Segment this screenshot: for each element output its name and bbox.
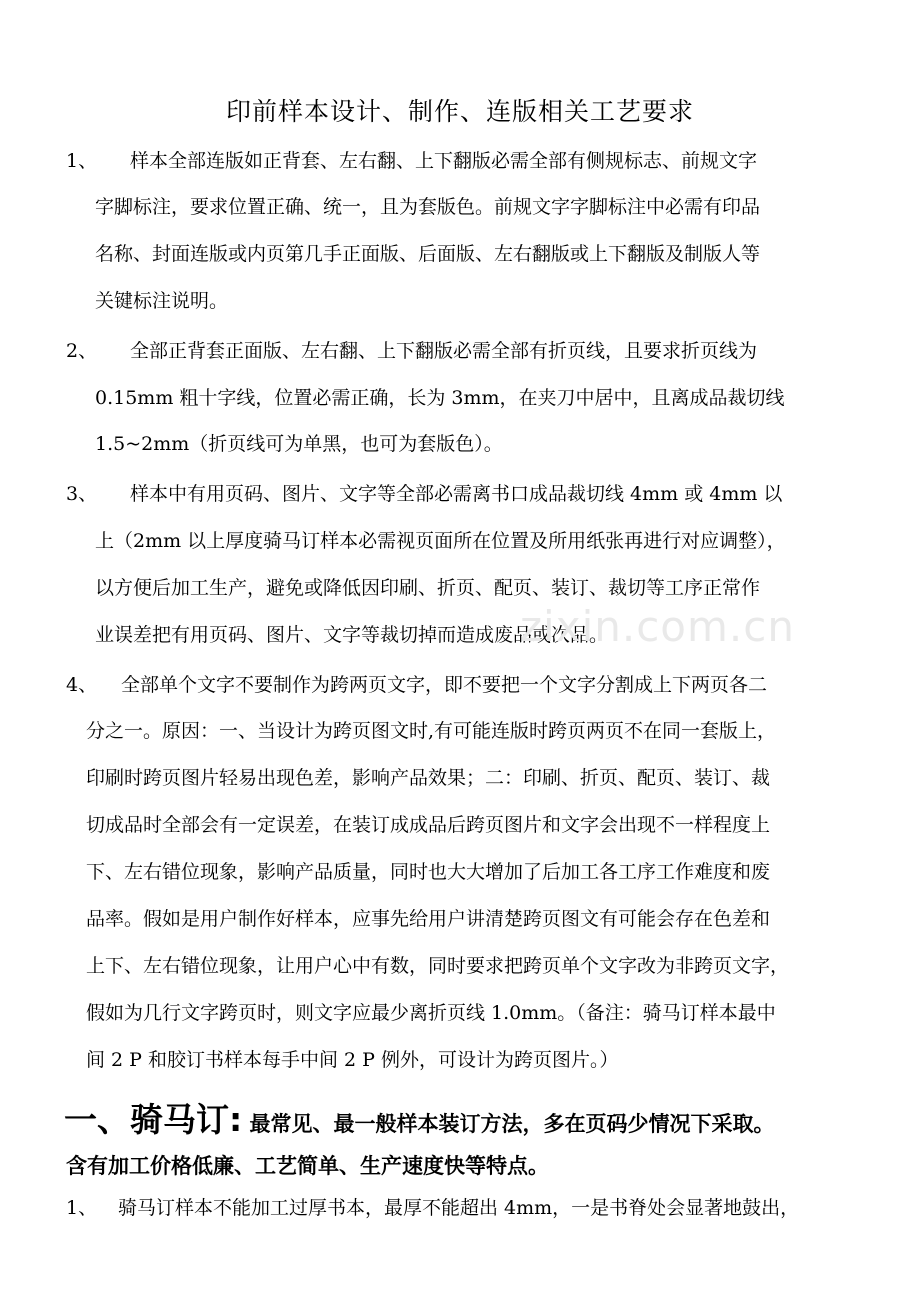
item-4-line-7: 上下、左右错位现象，让用户心中有数，同时要求把跨页单个文字改为非跨页文字， — [86, 955, 790, 977]
item-4-line-4: 切成品时全部会有一定误差，在装订成成品后跨页图片和文字会出现不一样程度上 — [86, 814, 771, 836]
section-heading-main: 一、骑马订: — [64, 1100, 243, 1139]
item-3-number: 3、 — [66, 483, 98, 505]
item-2-line-3: 1.5~2mm（折页线可为单黑，也可为套版色）。 — [95, 433, 503, 455]
section-heading-line-2: 含有加工价格低廉、工艺简单、生产速度快等特点。 — [66, 1154, 549, 1178]
item-4-line-2: 分之一。原因：一、当设计为跨页图文时,有可能连版时跨页两页不在同一套版上， — [86, 720, 777, 742]
item-4-line-3: 印刷时跨页图片轻易出现色差，影响产品效果；二：印刷、折页、配页、装订、裁 — [86, 767, 771, 789]
item-1-number: 1、 — [66, 150, 98, 172]
item-4-line-6: 品率。假如是用户制作好样本，应事先给用户讲清楚跨页图文有可能会存在色差和 — [86, 908, 771, 930]
item-2-line-1: 全部正背套正面版、左右翻、上下翻版必需全部有折页线，且要求折页线为 — [130, 340, 758, 362]
item-4-number: 4、 — [66, 674, 98, 696]
item-3-line-2: 上（2mm 以上厚度骑马订样本必需视页面所在位置及所用纸张再进行对应调整）， — [95, 530, 786, 552]
item-3-line-3: 以方便后加工生产，避免或降低因印刷、折页、配页、装订、裁切等工序正常作 — [95, 577, 761, 599]
item-2-line-2: 0.15mm 粗十字线，位置必需正确，长为 3mm，在夹刀中居中，且离成品裁切线 — [95, 387, 785, 409]
item-1-line-4: 关键标注说明。 — [95, 290, 229, 312]
item-2-number: 2、 — [66, 340, 98, 362]
item-1-line-3: 名称、封面连版或内页第几手正面版、后面版、左右翻版或上下翻版及制版人等 — [95, 243, 761, 265]
item-4-line-5: 下、左右错位现象，影响产品质量，同时也大大增加了后加工各工序工作难度和废 — [86, 861, 771, 883]
item-1-line-1: 样本全部连版如正背套、左右翻、上下翻版必需全部有侧规标志、前规文字 — [130, 150, 758, 172]
item-4-line-8: 假如为几行文字跨页时，则文字应最少离折页线 1.0mm。（备注：骑马订样本最中 — [86, 1002, 776, 1024]
document-title: 印前样本设计、制作、连版相关工艺要求 — [225, 97, 694, 126]
item-4-line-9: 间 2 P 和胶订书样本每手中间 2 P 例外，可设计为跨页图片。） — [86, 1049, 619, 1071]
item-4-line-1: 全部单个文字不要制作为跨两页文字，即不要把一个文字分割成上下两页各二 — [121, 674, 768, 696]
item-3-line-4: 业误差把有用页码、图片、文字等裁切掉而造成废品或次品。 — [95, 624, 609, 646]
section-heading-rest: 最常见、最一般样本装订方法，多在页码少情况下采取。 — [242, 1112, 775, 1136]
section-heading — [64, 1094, 775, 1141]
section-item-1-text: 骑马订样本不能加工过厚书本，最厚不能超出 4mm，一是书脊处会显著地鼓出， — [118, 1197, 800, 1219]
section-item-1-number: 1、 — [66, 1197, 98, 1219]
watermark: zixin.com.cn — [520, 602, 795, 651]
item-3-line-1: 样本中有用页码、图片、文字等全部必需离书口成品裁切线 4mm 或 4mm 以 — [130, 483, 783, 505]
item-1-line-2: 字脚标注，要求位置正确、统一，且为套版色。前规文字字脚标注中必需有印品 — [95, 196, 761, 218]
